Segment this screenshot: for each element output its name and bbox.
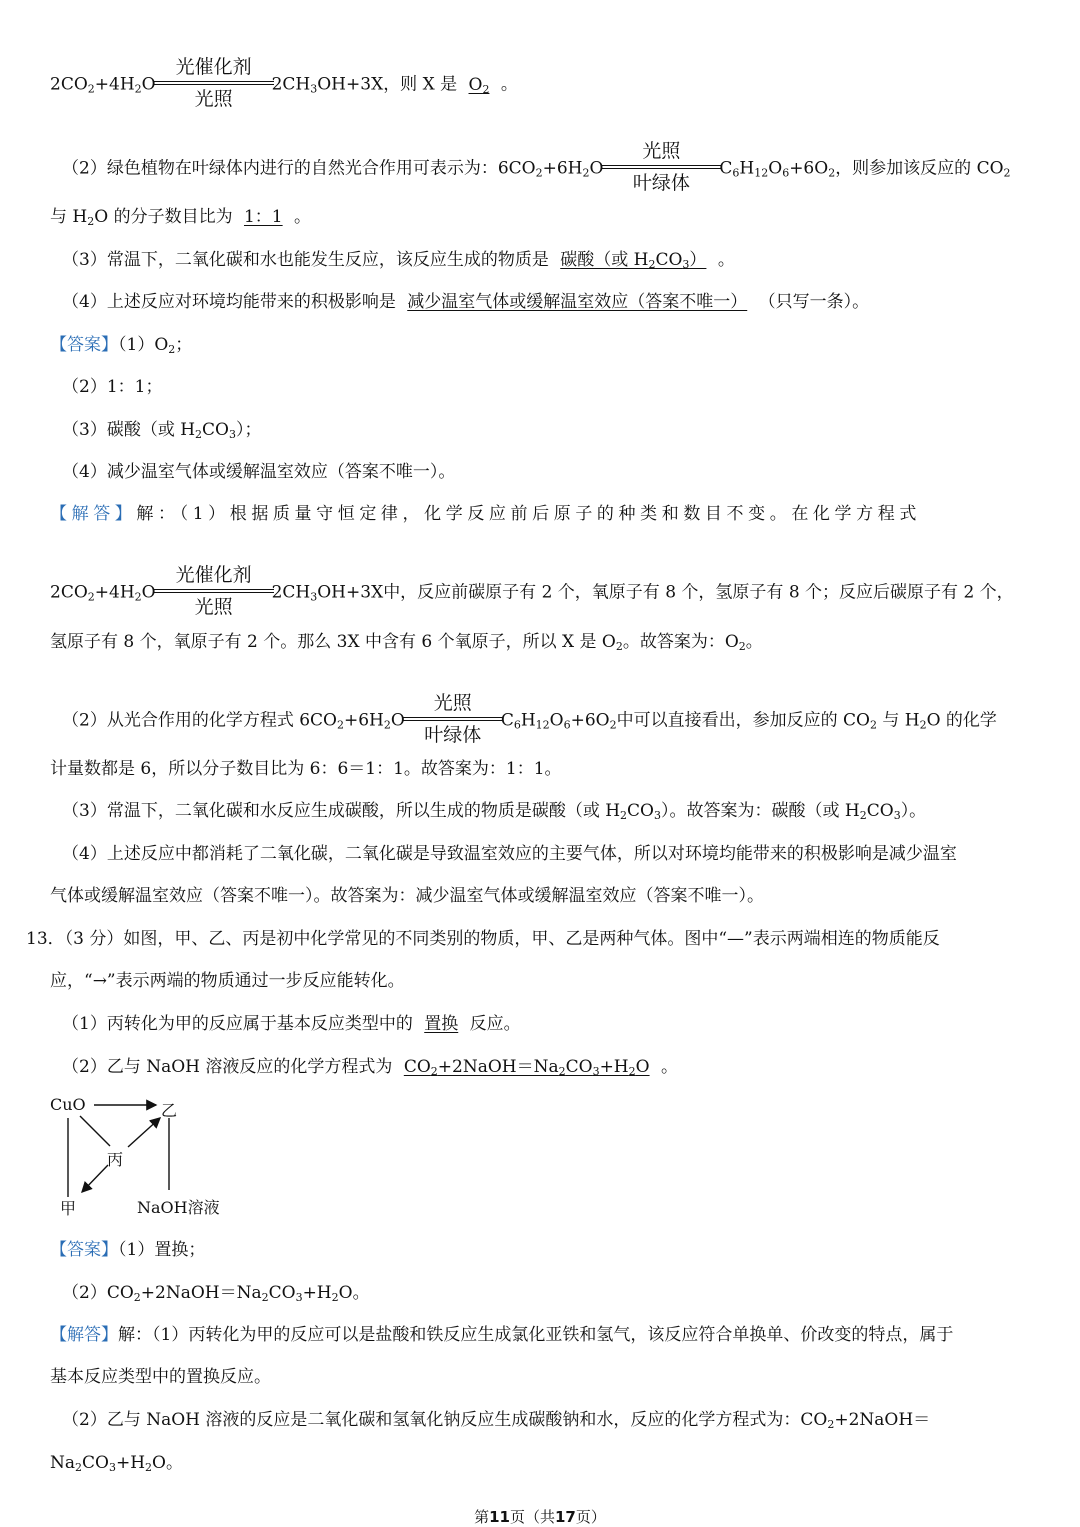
eq-text: 2CO xyxy=(50,74,88,95)
text: 解：（1）丙转化为甲的反应可以是盐酸和铁反应生成氯化亚铁和氢气，该反应符合单换单、价改变的特点，属于 xyxy=(118,1325,954,1345)
text: （3）常温下，二氧化碳和水反应生成碳酸，所以生成的物质是碳酸（或 H xyxy=(62,801,621,821)
answer-blank: 减少温室气体或缓解温室效应（答案不唯一） xyxy=(407,292,748,312)
q12-solution-2-l2: 计量数都是 6，所以分子数目比为 6：6＝1：1。故答案为：1：1。 xyxy=(50,759,562,779)
p2-tail: ，则参加该反应的 CO xyxy=(835,158,1004,179)
q13-p2-line: （2）乙与 NaOH 溶液反应的化学方程式为 $CO_2+2NaOH=Na_2CO_3+H_2O$ 。 xyxy=(62,1057,678,1078)
reaction-condition xyxy=(154,52,274,114)
q12-p3-line: （3）常温下，二氧化碳和水也能发生反应，该反应生成的物质是 碳酸（或 $H_2CO_3$） 。 xyxy=(62,250,735,271)
q12-answer-3: （3）碳酸（或 $H_2CO_3$）； xyxy=(62,420,262,441)
condition-bottom: 叶绿体 xyxy=(632,172,690,194)
text: （只写一条）。 xyxy=(758,292,870,312)
arrow-bing-to-yi xyxy=(128,1118,160,1147)
text: 中，反应前碳原子有 2 个，氧原子有 8 个，氢原子有 8 个；反应后碳原子有 2 个， xyxy=(383,582,1014,603)
q12-solution-eq: $2CO_2+4H_2O$ $\frac{\text{光催化剂}}{\text{光照}}$ $2CH_3OH+3X$中，反应前碳原子有 2 个，氧原子有 8 个，氢原子有 8 个；反应后碳原子有 2 个， xyxy=(50,562,1014,624)
q13-stem-l2: 应，“→”表示两端的物质通过一步反应能转化。 xyxy=(50,971,405,991)
q12-answer-1: 【答案】$(1)O_2$； xyxy=(50,335,193,356)
q13-answer-1 xyxy=(50,1237,205,1263)
answer-blank: $O_2$ xyxy=(468,74,490,96)
q12-solution-4-l2: 气体或缓解温室效应（答案不唯一）。故答案为：减少温室气体或缓解温室效应（答案不唯一）。 xyxy=(50,886,764,906)
solution-tag: 【解答】 xyxy=(50,1325,118,1345)
text: （2）从光合作用的化学方程式 6CO xyxy=(62,710,337,731)
q12-answer-2: （2）1：1； xyxy=(62,377,163,397)
text: （1）O xyxy=(118,335,169,355)
condition-top: 光照 xyxy=(642,140,681,162)
q12-solution-3: （3）常温下，二氧化碳和水反应生成碳酸，所以生成的物质是碳酸（或 $H_2CO_3$）。故答案为：碳酸（或 $H_2CO_3$）。 xyxy=(62,801,927,822)
q12-solution-4: （4）上述反应中都消耗了二氧化碳，二氧化碳是导致温室效应的主要气体，所以对环境均能带来的积极影响是减少温室 xyxy=(62,844,957,864)
q13-solution-2: （2）乙与 NaOH 溶液的反应是二氧化碳和氢氧化钠反应生成碳酸钠和水，反应的化学方程式为：$CO_2+2NaOH=$ xyxy=(62,1410,931,1431)
text: O 的化学 xyxy=(926,710,997,731)
q12-solution-1-l3: 氢原子有 8 个，氧原子有 2 个。那么 3X 中含有 6 个氧原子，所以 X 是 $O_2$。故答案为：$O_2$。 xyxy=(50,632,763,653)
text: （4）上述反应对环境均能带来的积极影响是 xyxy=(62,292,396,312)
reaction-diagram xyxy=(44,1092,244,1222)
answer-blank: 置换 xyxy=(424,1014,459,1034)
q13-solution-2-l2: $Na_2CO_3+H_2O$。 xyxy=(50,1453,183,1474)
text: （3）常温下，二氧化碳和水也能发生反应，该反应生成的物质是 xyxy=(62,250,549,270)
page-number: 11 xyxy=(489,1508,510,1526)
answer-blank: $CO_2+2NaOH=Na_2CO_3+H_2O$ xyxy=(403,1057,650,1078)
text: （1）丙转化为甲的反应属于基本反应类型中的 xyxy=(62,1014,413,1034)
q12-eq1-line: $2CO_2+4H_2O$ $\frac{\text{光催化剂}}{\text{光照}}$ $2CH_3OH+3X$，则 X 是 $O_2$ 。 xyxy=(50,54,518,116)
text: （2）乙与 NaOH 溶液的反应是二氧化碳和氢氧化钠反应生成碳酸钠和水，反应的化学方程式为：CO xyxy=(62,1410,828,1430)
label-bing: 丙 xyxy=(107,1150,124,1169)
text: Na xyxy=(50,1453,76,1473)
page-total: 17 xyxy=(555,1508,576,1526)
q12-solution-2: （2）从光合作用的化学方程式 $6CO_2+6H_2O$ $\frac{\text{光照}}{\text{叶绿体}}$ $C_6H_{12}O_6+6O_2$中可以直接看出，参加反应的 $CO_2$ 与 $H_2O$ 的化学 xyxy=(62,690,997,752)
text: 中可以直接看出，参加反应的 CO xyxy=(616,710,870,731)
reaction-condition xyxy=(601,136,721,198)
text: 解：（1）根据质量守恒定律，化学反应前后原子的种类和数目不变。在化学方程式 xyxy=(136,504,921,524)
label-yi: 乙 xyxy=(161,1101,178,1120)
answer-blank: 碳酸（或 $H_2CO_3$） xyxy=(560,250,707,271)
text: 氢原子有 8 个，氧原子有 2 个。那么 3X 中含有 6 个氧原子，所以 X 是 O xyxy=(50,632,616,652)
text: （1）置换； xyxy=(118,1240,206,1260)
text: ）。故答案为：碳酸（或 H xyxy=(661,801,860,821)
q13-answer-2: $(2)CO_2+2NaOH=Na_2CO_3+H_2O$。 xyxy=(62,1283,370,1304)
page-footer xyxy=(0,1506,1080,1527)
text: 与 H xyxy=(50,207,88,227)
q12-answer-4: （4）减少温室气体或缓解温室效应（答案不唯一）。 xyxy=(62,462,456,482)
q13-p1-line xyxy=(62,1011,521,1037)
label-cuo: CuO xyxy=(50,1095,86,1114)
answer-tag: 【答案】 xyxy=(50,335,118,355)
text: （2）CO xyxy=(62,1283,134,1303)
q13-solution-1-l2: 基本反应类型中的置换反应。 xyxy=(50,1367,271,1387)
answer-blank: 1：1 xyxy=(243,207,283,227)
label-jia: 甲 xyxy=(60,1199,77,1218)
q13-solution-1 xyxy=(50,1322,953,1348)
footer-text: 第 xyxy=(474,1508,490,1526)
label-naoh: NaOH溶液 xyxy=(137,1198,220,1217)
p2-intro: （2）绿色植物在叶绿体内进行的自然光合作用可表示为：6CO xyxy=(62,158,536,179)
text: 反应。 xyxy=(469,1014,521,1034)
q13-stem: 13．（3 分）如图，甲、乙、丙是初中化学常见的不同类别的物质，甲、乙是两种气体。图中“—”表示两端相连的物质能反 xyxy=(26,929,940,949)
footer-text: 页（共 xyxy=(509,1508,555,1526)
q12-p2-line: （2）绿色植物在叶绿体内进行的自然光合作用可表示为：$6CO_2+6H_2O$ $\frac{\text{光照}}{\text{叶绿体}}$ $C_6H_{12}O_6+6O_2$，则参加该反应的 $CO_2$ xyxy=(62,138,1011,200)
eq-tail: ，则 X 是 xyxy=(383,74,458,95)
text: 与 H xyxy=(876,710,920,731)
footer-text: 页） xyxy=(575,1508,606,1526)
reaction-condition: $\frac{\text{光照}}{\text{叶绿体}}$ xyxy=(403,688,503,750)
condition-top: 光催化剂 xyxy=(175,56,252,78)
q12-p4-line xyxy=(62,289,869,315)
reaction-condition: $\frac{\text{光催化剂}}{\text{光照}}$ xyxy=(154,560,274,622)
text: （3）碳酸（或 H xyxy=(62,420,196,440)
answer-tag: 【答案】 xyxy=(50,1240,118,1260)
arrow-bing-to-jia xyxy=(82,1165,108,1192)
text: O 的分子数目比为 xyxy=(94,207,233,227)
text: 。故答案为：O xyxy=(622,632,739,652)
text: （2）乙与 NaOH 溶液反应的化学方程式为 xyxy=(62,1057,393,1077)
q12-p2-line2: 与 $H_2O$ 的分子数目比为 1：1 。 xyxy=(50,207,312,228)
line-cuo-bing xyxy=(80,1116,110,1146)
q12-solution-1 xyxy=(50,501,921,527)
condition-bottom: 光照 xyxy=(194,88,233,110)
solution-tag: 【解答】 xyxy=(50,504,137,524)
